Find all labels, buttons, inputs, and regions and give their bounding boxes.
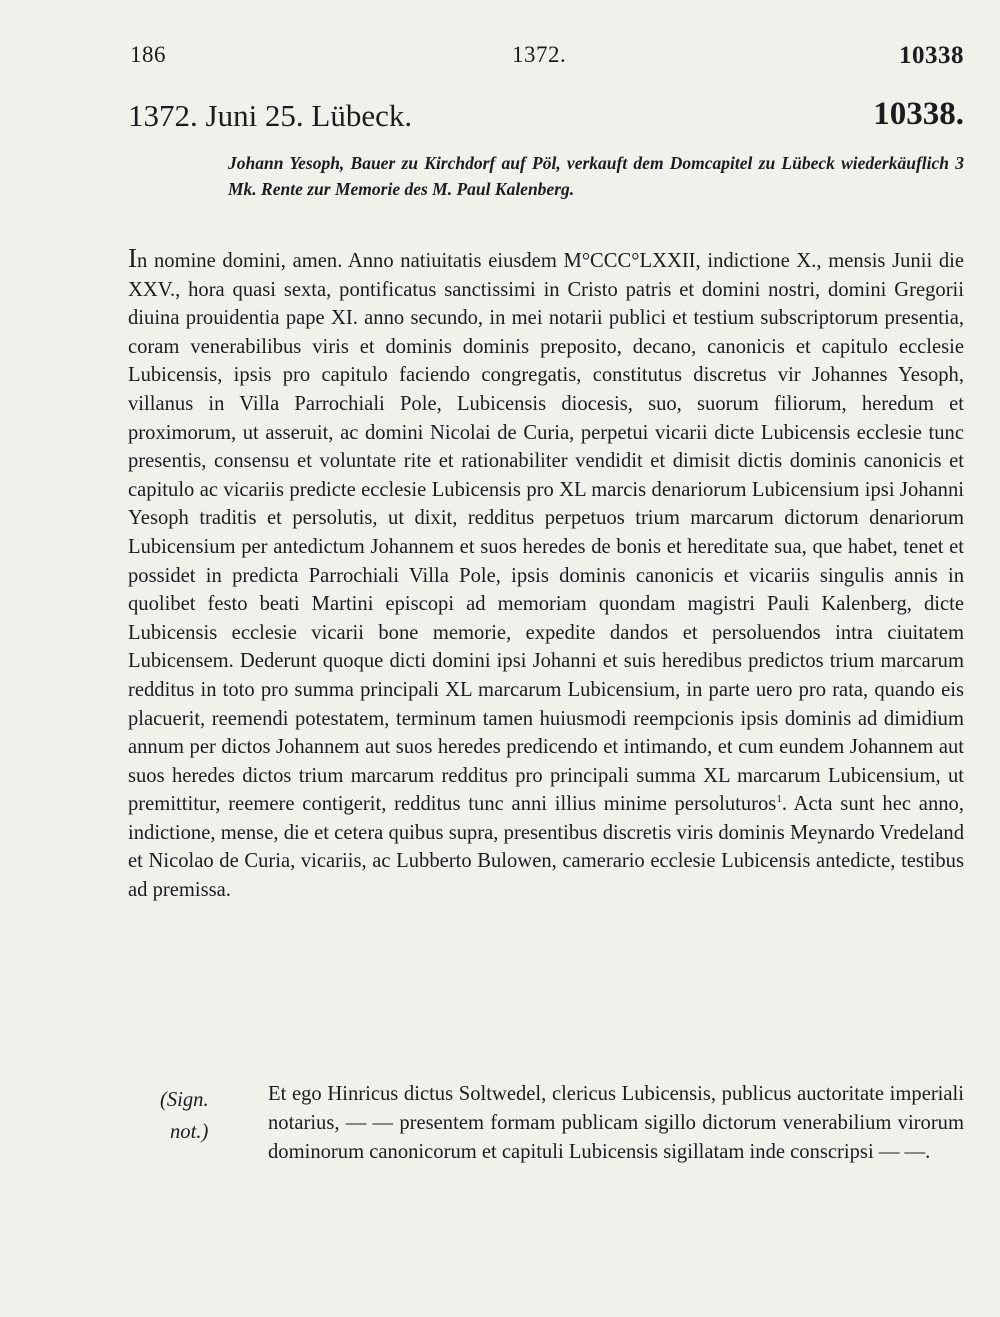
notary-sign-label <box>160 1084 240 1148</box>
drop-cap: I <box>128 243 137 273</box>
notary-sign-label-line1: (Sign. <box>160 1089 209 1111</box>
entry-date-place: 1372. Juni 25. Lübeck. <box>128 98 413 133</box>
charter-text <box>128 244 964 905</box>
charter-text-main: n nomine domini, amen. Anno natiuitatis eiusdem M°CCC°LXXII, indictione X., mensis Junii die XXV., hora quasi sexta, pontificatus sanctissimi in Cristo patris et domini nostri, domini Gregorii diuina prouidentia pape XI. anno secundo, in mei notarii publici et testium subscriptorum presentia, coram venerabilibus viris et dominis dominis preposito, decano, canonicis et capitulo ecclesie Lubicensis, ipsis pro capitulo faciendo congregatis, constitutus discretus vir Johannes Yesoph, villanus in Villa Parrochiali Pole, Lubicensis diocesis, suo, suorum filiorum, heredum et proximorum, ut asseruit, ac domini Nicolai de Curia, perpetui vicarii dicte Lubicensis ecclesie tunc presentis, consensu et voluntate rite et rationabiliter vendidit et dimisit dictis dominis canonicis et capitulo ac vicariis predicte ecclesie Lubicensis pro XL marcis denariorum Lubicensium ipsi Johanni Yesoph traditis et persolutis, ut dixit, redditus perpetuos trium marcarum dictorum denariorum Lubicensium per antedictum Johannem et suos heredes de bonis et hereditate sua, que habet, tenet et possidet in predicta Parrochiali Villa Pole, ipsis dominis canonicis et vicariis singulis annis in quolibet festo beati Martini episcopi ad memoriam quondam magistri Pauli Kalenberg, dicte Lubicensis ecclesie vicarii bone memorie, expedite dandos et persoluendos intra ciuitatem Lubicensem. Dederunt quoque dicti domini ipsi Johanni et suis heredibus predictos trium marcarum redditus in toto pro summa principali XL marcarum Lubicensium, in parte uero pro rata, quando eis placuerit, reemendi potestatem, terminum tamen huiusmodi reempcionis ipsis dominis ad dimidium annum per dictos Johannem aut suos heredes predicendo et intimando, et cum eundem Johannem aut suos heredes dictos trium marcarum redditus pro principali summa XL marcarum Lubicensium, ut premittitur, reemere contigerit, redditus tunc anni illius minime persoluturos <box>128 250 964 816</box>
notary-sign-label-line2: not.) <box>170 1121 209 1143</box>
charter-text-end: . Acta sunt hec anno, indictione, mense, die et cetera quibus supra, presentibus discretis viris dominis Meynardo Vredeland et Nicolao de Curia, vicariis, ac Lubberto Bulowen, camerario ecclesie Lubicensis antedicte, testibus ad premissa. <box>128 793 964 902</box>
entry-number: 10338. <box>873 96 964 132</box>
entry-summary: Johann Yesoph, Bauer zu Kirchdorf auf Pöl, verkauft dem Domcapitel zu Lübeck wiederkäuflich 3 Mk. Rente zur Memorie des M. Paul Kalenberg. <box>228 153 964 199</box>
page-number: 186 <box>130 42 166 67</box>
running-document-number: 10338 <box>899 42 964 69</box>
footnote-marker: 1 <box>776 793 782 806</box>
notary-subscription: Et ego Hinricus dictus Soltwedel, clericus Lubicensis, publicus auctoritate imperiali notarius, — — presentem formam publicam sigillo dictorum venerabilium virorum dominorum canonicorum et capituli Lubicensis sigillatam inde conscripsi — —. <box>268 1083 964 1163</box>
running-title: 1372. <box>512 42 567 67</box>
